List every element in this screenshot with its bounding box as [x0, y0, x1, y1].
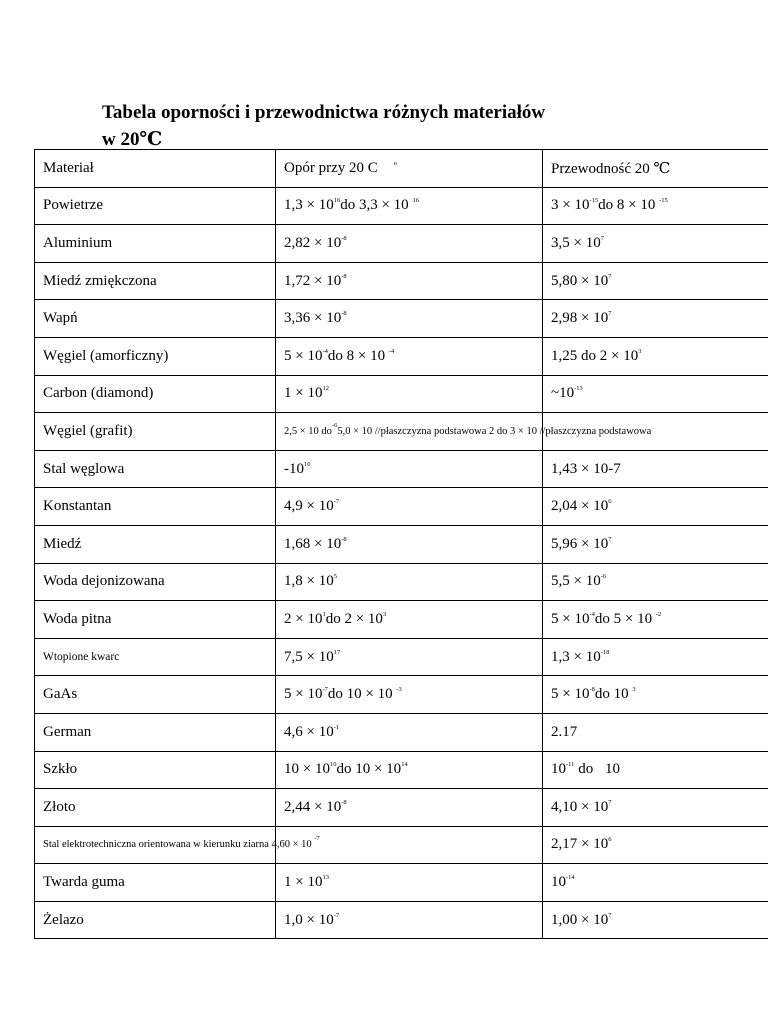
val: 5,0 × 10 //płaszczyzna podstawowa 2 do 3 × 10 //płaszczyzna podstawowa: [337, 425, 652, 437]
exp: 6: [608, 498, 612, 506]
exp: 7: [600, 234, 604, 242]
val: 2,44 × 10: [284, 798, 342, 815]
table-row: [35, 337, 768, 375]
table-row: [35, 413, 768, 451]
cell-conductance: [543, 901, 768, 939]
cell-conductance: [543, 262, 768, 300]
cell-material: Wapń: [35, 300, 276, 338]
exp: -15: [659, 197, 668, 205]
cell-material: German: [35, 713, 276, 751]
title-line-2: w 20℃: [102, 129, 163, 150]
table-row: [35, 488, 768, 526]
cell-conductance: [543, 337, 768, 375]
exp: -6: [331, 421, 338, 429]
cell-material: Powietrze: [35, 187, 276, 225]
val: 2,04 × 10: [551, 498, 609, 515]
val: 3,5 × 10: [551, 234, 601, 251]
cell-conductance: [543, 826, 768, 864]
cell-conductance: [543, 676, 768, 714]
table-row: [35, 262, 768, 300]
cell-material: Szkło: [35, 751, 276, 789]
cell-resistance: [276, 901, 543, 939]
val: 4,9 × 10: [284, 498, 334, 515]
val: 4,10 × 10: [551, 798, 609, 815]
exp: -8: [341, 234, 347, 242]
val: do 10: [594, 686, 629, 703]
cell-conductance: [543, 864, 768, 902]
degree-sup: o: [393, 159, 397, 167]
cell-resistance: [276, 187, 543, 225]
cell-resistance: [276, 563, 543, 601]
val: do 8 × 10: [598, 197, 656, 214]
table-row: [35, 676, 768, 714]
val: 5 × 10: [551, 686, 590, 703]
cell-resistance: [276, 789, 543, 827]
table-row: [35, 375, 768, 413]
val: 5 × 10: [551, 610, 590, 627]
cell-resistance: [276, 225, 543, 263]
val: 5,96 × 10: [551, 535, 609, 552]
cell-conductance: [543, 525, 768, 563]
cell-resistance: [276, 450, 543, 488]
exp: 16: [412, 197, 419, 205]
cell-conductance: [543, 751, 768, 789]
val: 5,80 × 10: [551, 272, 609, 289]
val: 1,00 × 10: [551, 911, 609, 928]
exp: -8: [341, 798, 347, 806]
cell-resistance: [276, 638, 543, 676]
cell-conductance: [543, 225, 768, 263]
exp: -4: [589, 610, 595, 618]
cell-material: Carbon (diamond): [35, 375, 276, 413]
exp: 3: [638, 347, 642, 355]
cell-material: Żelazo: [35, 901, 276, 939]
cell-resistance: [276, 300, 543, 338]
cell-resistance: [276, 375, 543, 413]
exp: -1: [333, 723, 340, 731]
val: Stal elektrotechniczna orientowana w kierunku ziarna 4,60 × 10: [43, 839, 312, 851]
cell-material: Złoto: [35, 789, 276, 827]
exp: 7: [608, 310, 612, 318]
cell-material: Woda pitna: [35, 601, 276, 639]
table-row: [35, 563, 768, 601]
exp: -8: [589, 686, 595, 694]
val: 2,82 × 10: [284, 234, 342, 251]
val: ~10: [551, 385, 575, 402]
exp: 16: [333, 197, 341, 205]
cell-resistance: [276, 601, 543, 639]
exp: 6: [608, 836, 612, 844]
exp: 7: [608, 272, 612, 280]
exp: 10: [329, 761, 337, 769]
val: do: [578, 761, 594, 778]
val: 1,72 × 10: [284, 272, 342, 289]
exp: -7: [333, 498, 340, 506]
header-resistance: [276, 150, 543, 188]
val: 1,43 × 10-7: [551, 460, 621, 477]
cell-conductance: [543, 713, 768, 751]
exp: -2: [655, 610, 662, 618]
val: 10: [604, 761, 620, 778]
val: 1,25 do 2 × 10: [551, 347, 639, 364]
cell-resistance: [276, 713, 543, 751]
table-row: [35, 901, 768, 939]
cell-conductance: [543, 300, 768, 338]
exp: -18: [600, 648, 610, 656]
cell-resistance: [276, 262, 543, 300]
val: 2,5 × 10 do: [284, 425, 332, 437]
header-conductance: Przewodność 20 ℃: [543, 150, 768, 188]
val: 10: [551, 874, 566, 891]
val: 10 × 10: [284, 761, 330, 778]
cell-material: Woda dejonizowana: [35, 563, 276, 601]
cell-material: Węgiel (grafit): [35, 413, 276, 451]
exp: -7: [322, 686, 328, 694]
val: do 5 × 10: [594, 610, 653, 627]
table-header-row: [35, 150, 768, 188]
exp: -15: [589, 197, 599, 205]
cell-material: Stal węglowa: [35, 450, 276, 488]
table-row: [35, 601, 768, 639]
cell-conductance: [543, 450, 768, 488]
exp: 7: [608, 535, 612, 543]
cell-material-long: [35, 826, 320, 864]
header-material: Materiał: [35, 150, 276, 188]
val: do 10 × 10: [327, 686, 393, 703]
val: do 3,3 × 10: [340, 197, 409, 214]
table-row: [35, 225, 768, 263]
val: -10: [284, 460, 304, 477]
exp: -7: [333, 911, 340, 919]
cell-conductance: [543, 187, 768, 225]
cell-resistance: [276, 676, 543, 714]
exp: -11: [566, 761, 575, 769]
cell-conductance: [543, 563, 768, 601]
exp: -4: [388, 347, 395, 355]
table-row: [35, 187, 768, 225]
table-row: [35, 638, 768, 676]
table-row: [35, 864, 768, 902]
val: 2,98 × 10: [551, 310, 609, 327]
cell-conductance: [543, 638, 768, 676]
val: 4,6 × 10: [284, 723, 334, 740]
exp: 13: [322, 874, 329, 882]
table-row: [35, 826, 768, 864]
cell-resistance: [276, 525, 543, 563]
val: do 2 × 10: [325, 610, 383, 627]
val: 2.17: [551, 723, 578, 740]
cell-material: Aluminium: [35, 225, 276, 263]
val: do 10 × 10: [336, 761, 402, 778]
cell-material: Miedź: [35, 525, 276, 563]
exp: -6: [600, 573, 607, 581]
val: 5 × 10: [284, 347, 323, 364]
materials-table: [34, 149, 768, 939]
cell-material: Twarda guma: [35, 864, 276, 902]
cell-conductance: [543, 375, 768, 413]
exp: -7: [314, 835, 320, 843]
table-row: [35, 525, 768, 563]
val: 1,0 × 10: [284, 911, 334, 928]
cell-resistance: [276, 751, 543, 789]
val: 2 × 10: [284, 610, 323, 627]
cell-graphite-values: [276, 413, 652, 451]
cell-resistance-empty: [276, 826, 543, 864]
val: 5,5 × 10: [551, 573, 601, 590]
exp: -13: [574, 385, 583, 393]
title-line-1: Tabela oporności i przewodnictwa różnych materiałów: [102, 102, 546, 123]
table-row: [35, 300, 768, 338]
val: 1 × 10: [284, 385, 323, 402]
table-row: [35, 751, 768, 789]
page-title: [102, 99, 662, 153]
exp: -8: [341, 272, 347, 280]
exp: -8: [341, 535, 347, 543]
exp: 7: [608, 911, 612, 919]
cell-material: Konstantan: [35, 488, 276, 526]
exp: 3: [382, 610, 387, 618]
val: 1,3 × 10: [284, 197, 334, 214]
cell-conductance: [543, 488, 768, 526]
exp: 10: [304, 460, 311, 468]
cell-resistance: [276, 488, 543, 526]
exp: -4: [322, 347, 328, 355]
val: 1,68 × 10: [284, 535, 342, 552]
val: 1,8 × 10: [284, 573, 334, 590]
exp: 1: [322, 610, 326, 618]
exp: 7: [608, 798, 612, 806]
exp: -14: [566, 874, 575, 882]
cell-material: Miedź zmiękczona: [35, 262, 276, 300]
cell-conductance: [543, 601, 768, 639]
cell-resistance: [276, 337, 543, 375]
exp: 17: [333, 648, 341, 656]
val: do 8 × 10: [327, 347, 386, 364]
val: 3 × 10: [551, 197, 590, 214]
val: 10: [551, 761, 566, 778]
exp: 12: [322, 385, 329, 393]
table-row: [35, 450, 768, 488]
exp: 5: [333, 573, 337, 581]
exp: -8: [341, 310, 347, 318]
val: 5 × 10: [284, 686, 323, 703]
val: 1,3 × 10: [551, 648, 601, 665]
cell-material: Węgiel (amorficzny): [35, 337, 276, 375]
cell-material: GaAs: [35, 676, 276, 714]
cell-material: Wtopione kwarc: [35, 638, 276, 676]
exp: 14: [401, 761, 408, 769]
val: 3,36 × 10: [284, 310, 342, 327]
exp: -3: [396, 686, 402, 694]
val: 1 × 10: [284, 874, 323, 891]
exp: 3: [632, 686, 636, 694]
table-row: [35, 713, 768, 751]
header-resistance-text: Opór przy 20 C: [284, 159, 378, 176]
table-row: [35, 789, 768, 827]
val: 7,5 × 10: [284, 648, 334, 665]
cell-resistance: [276, 864, 543, 902]
cell-conductance: [543, 789, 768, 827]
val: 2,17 × 10: [551, 836, 609, 853]
